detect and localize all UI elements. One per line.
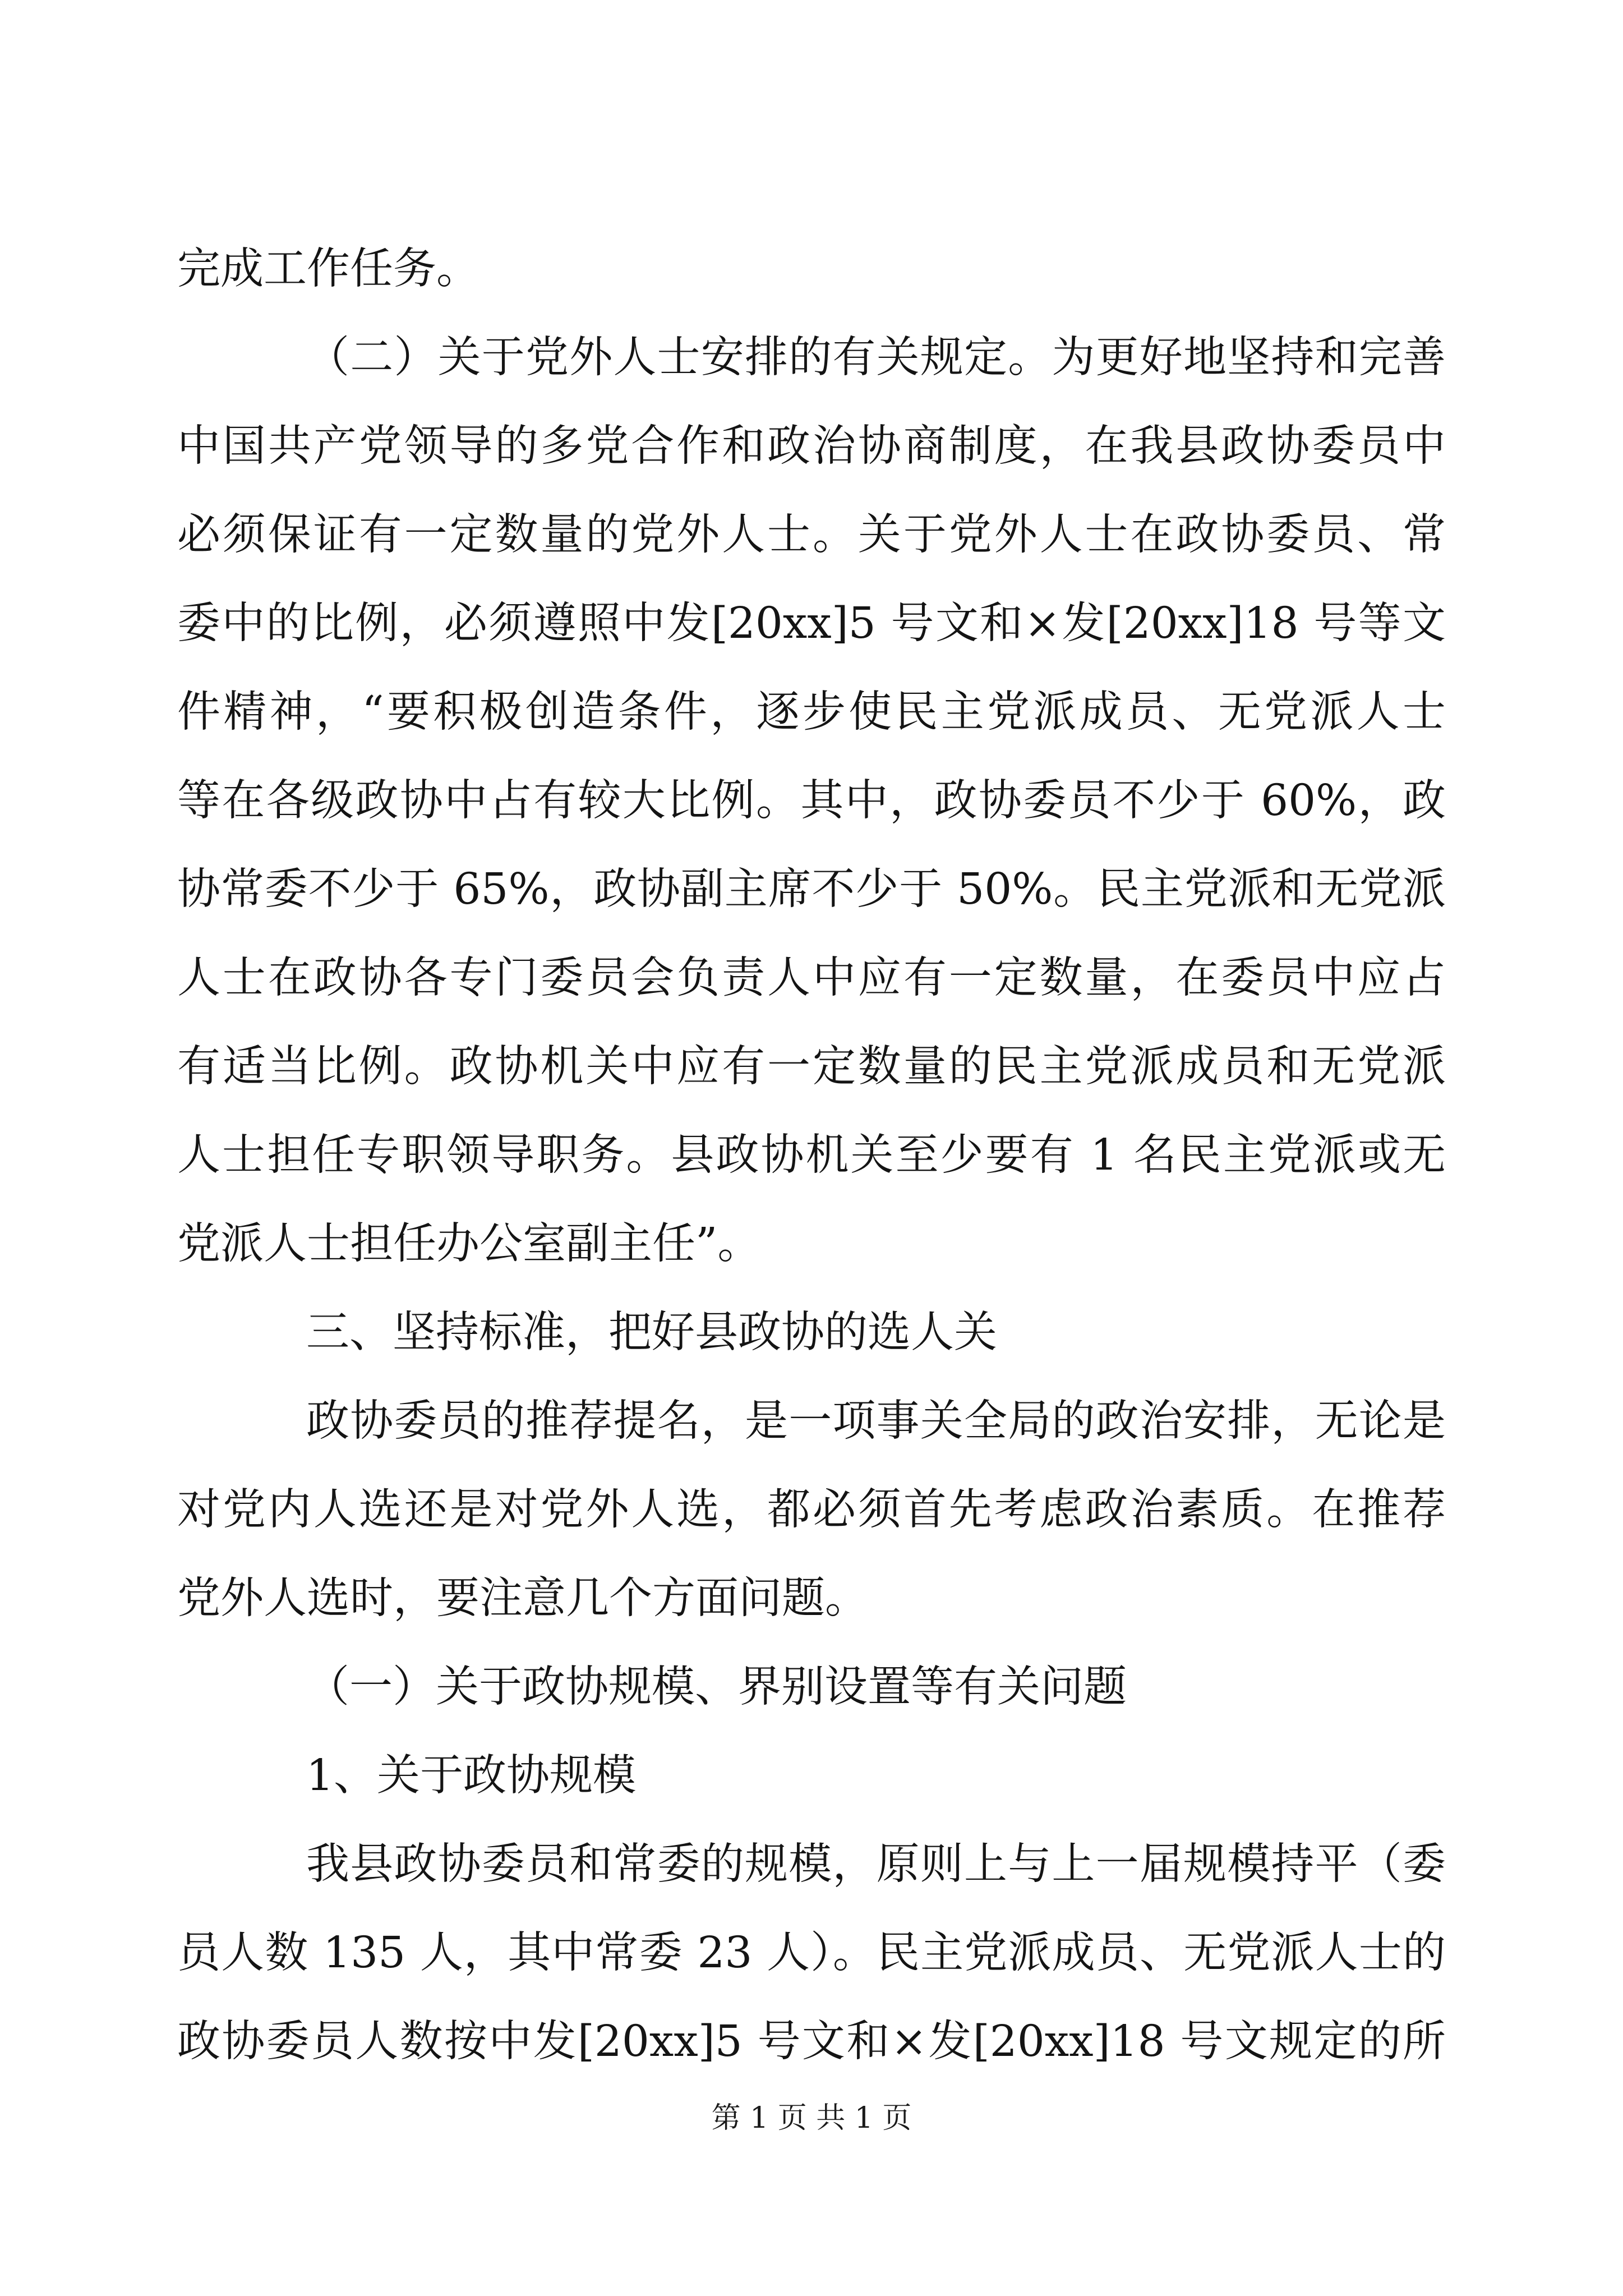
text-line: 人士在政协各专门委员会负责人中应有一定数量，在委员中应占 xyxy=(177,953,1446,1003)
subsection-heading: 1、关于政协规模 xyxy=(306,1751,636,1801)
text-line: 委中的比例，必须遵照中发[20xx]5 号文和×发[20xx]18 号等文 xyxy=(177,599,1446,648)
text-line: 完成工作任务。 xyxy=(177,244,479,294)
section-heading: 三、坚持标准，把好县政协的选人关 xyxy=(306,1308,997,1358)
text-line: 对党内人选还是对党外人选，都必须首先考虑政治素质。在推荐 xyxy=(177,1485,1446,1535)
subsection-heading: （一）关于政协规模、界别设置等有关问题 xyxy=(306,1662,1127,1712)
text-line: 等在各级政协中占有较大比例。其中，政协委员不少于 60%，政 xyxy=(177,776,1446,826)
text-line: 必须保证有一定数量的党外人士。关于党外人士在政协委员、常 xyxy=(177,510,1446,560)
text-line: 人士担任专职领导职务。县政协机关至少要有 1 名民主党派或无 xyxy=(177,1130,1446,1180)
page-number-footer: 第 1 页 共 1 页 xyxy=(711,2101,912,2135)
text-line: 我县政协委员和常委的规模，原则上与上一届规模持平（委 xyxy=(306,1839,1446,1889)
text-line: 协常委不少于 65%，政协副主席不少于 50%。民主党派和无党派 xyxy=(177,864,1446,914)
text-line: 件精神，“要积极创造条件，逐步使民主党派成员、无党派人士 xyxy=(177,687,1446,737)
text-line: 有适当比例。政协机关中应有一定数量的民主党派成员和无党派 xyxy=(177,1042,1446,1092)
text-line: 政协委员人数按中发[20xx]5 号文和×发[20xx]18 号文规定的所 xyxy=(177,2017,1446,2067)
text-line: 政协委员的推荐提名，是一项事关全局的政治安排，无论是 xyxy=(306,1396,1446,1446)
text-line: （二）关于党外人士安排的有关规定。为更好地坚持和完善 xyxy=(306,333,1446,383)
text-line: 党派人士担任办公室副主任”。 xyxy=(177,1219,761,1269)
text-line: 员人数 135 人，其中常委 23 人）。民主党派成员、无党派人士的 xyxy=(177,1928,1446,1978)
text-line: 党外人选时，要注意几个方面问题。 xyxy=(177,1573,868,1623)
text-line: 中国共产党领导的多党合作和政治协商制度，在我县政协委员中 xyxy=(177,421,1446,471)
